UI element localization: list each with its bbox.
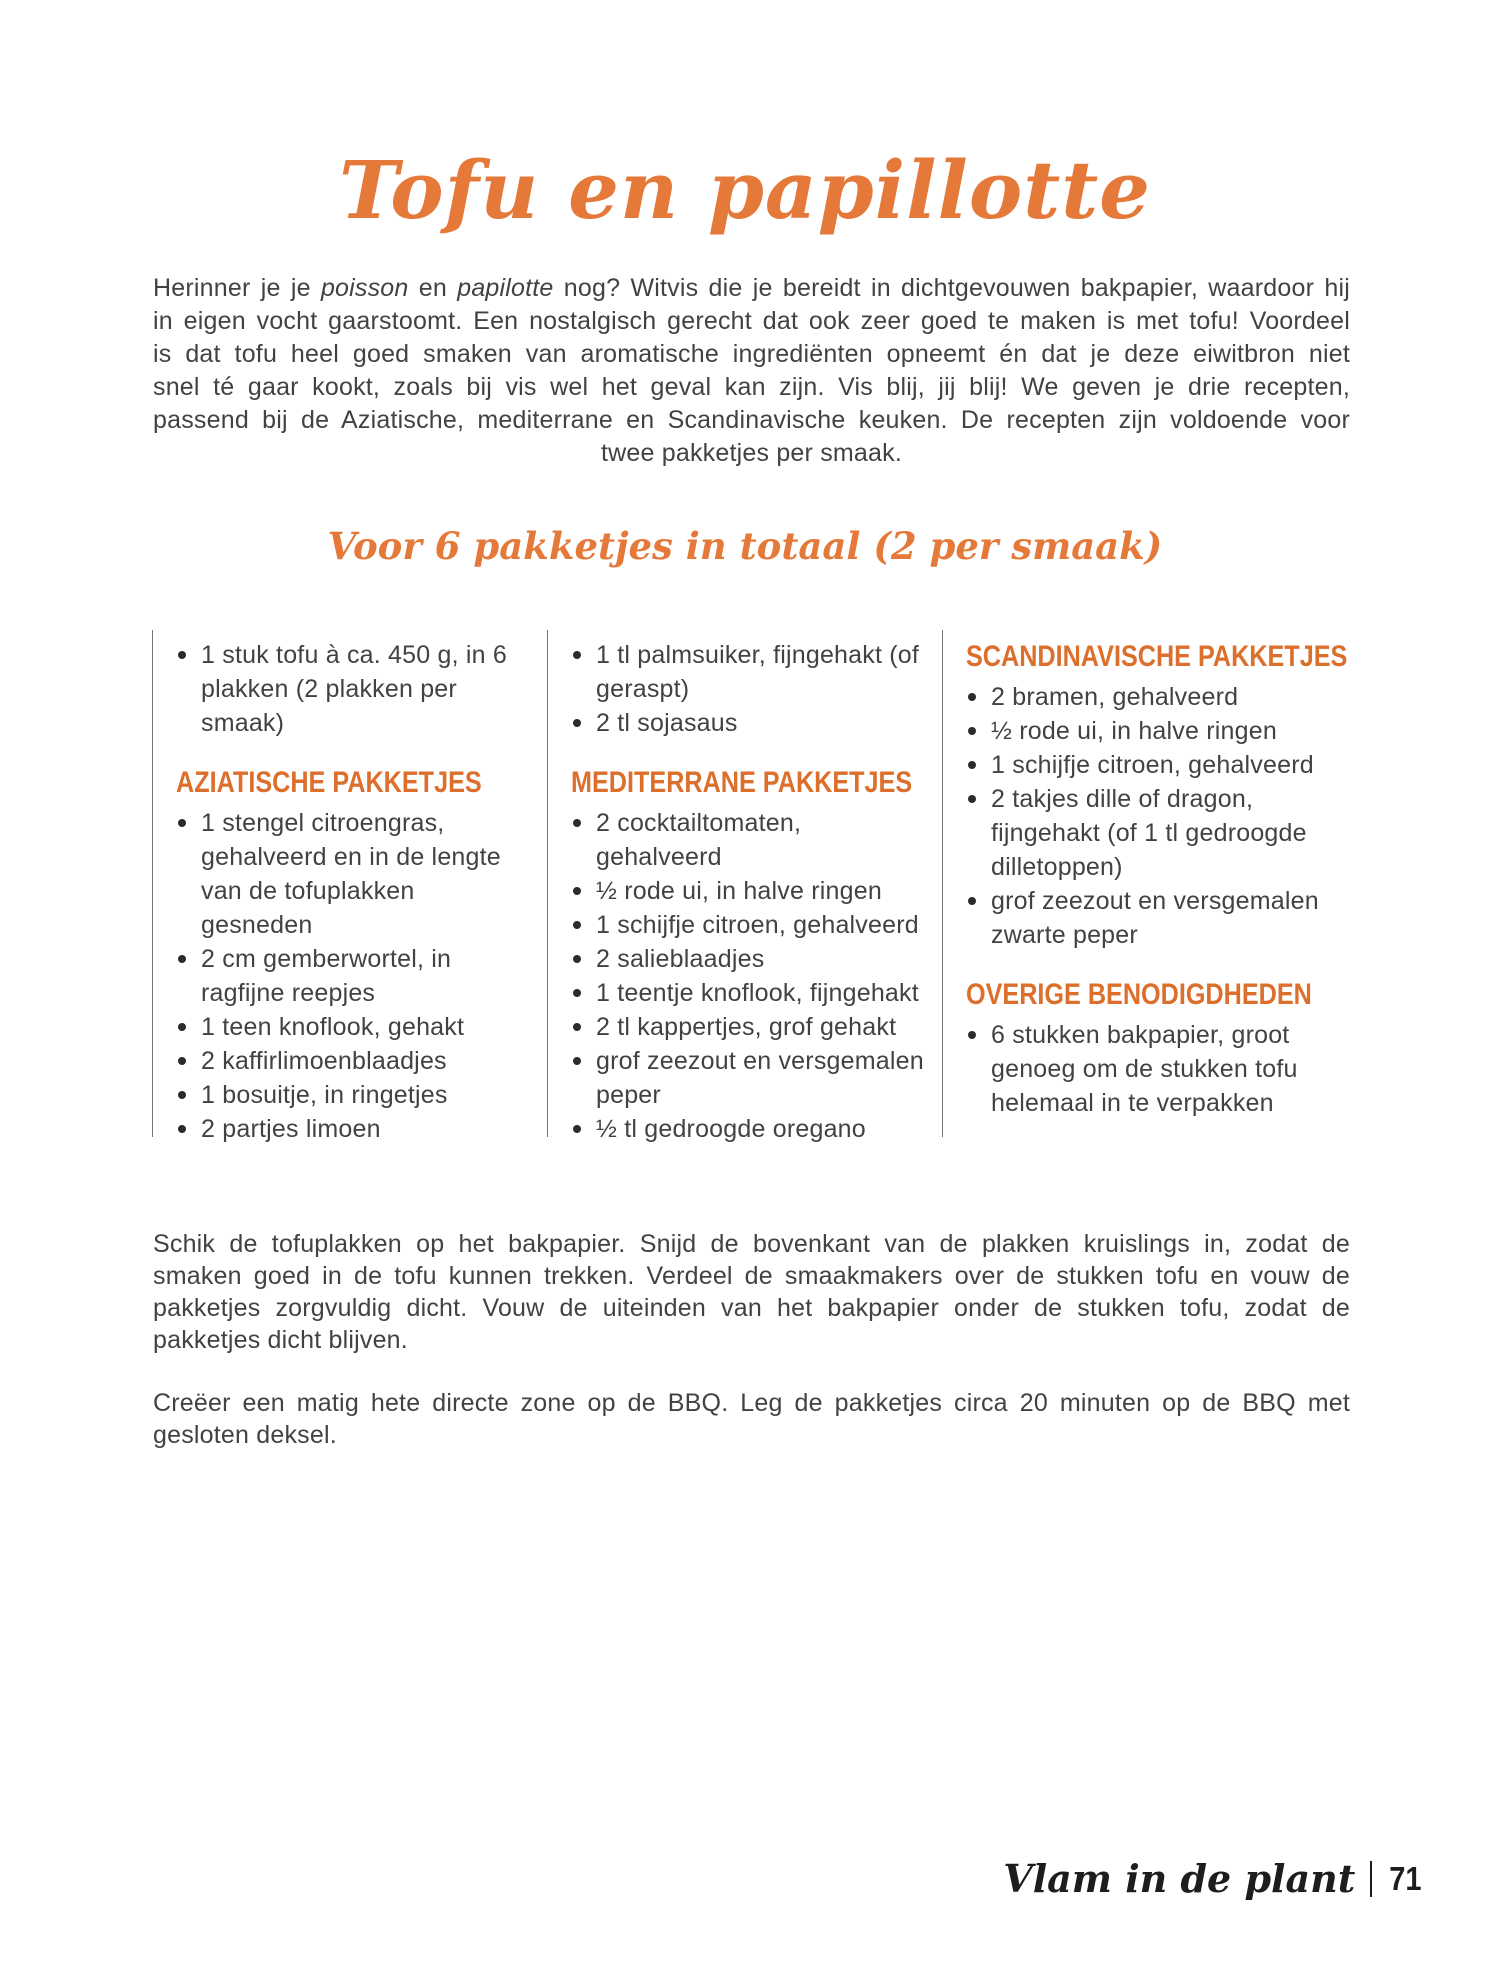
ingredient-item: 2 bramen, gehalveerd xyxy=(966,680,1336,714)
ingredient-item: 2 cm gemberwortel, in ragfijne reepjes xyxy=(176,942,531,1010)
ingredient-item: 2 cocktailtomaten, gehalveerd xyxy=(571,806,926,874)
text-segment: twee pakketjes per smaak. xyxy=(601,439,902,467)
text-segment: en xyxy=(408,274,458,302)
text-line xyxy=(153,1228,1350,1260)
ingredient-list xyxy=(966,1018,1336,1120)
yield-subtitle: Voor 6 pakketjes in totaal (2 per smaak) xyxy=(327,524,1163,568)
instruction-paragraph-2 xyxy=(153,1387,1350,1451)
ingredient-item: ½ rode ui, in halve ringen xyxy=(966,714,1336,748)
section-header: SCANDINAVISCHE PAKKETJES xyxy=(966,640,1348,673)
ingredient-item: 1 schijfje citroen, gehalveerd xyxy=(571,908,926,942)
ingredient-item: ½ rode ui, in halve ringen xyxy=(571,874,926,908)
ingredient-column-1 xyxy=(152,630,547,1143)
text-line xyxy=(153,1260,1350,1292)
ingredient-item: 1 tl palmsuiker, fijngehakt (of geraspt) xyxy=(571,638,926,706)
text-line xyxy=(153,404,1350,437)
section-header: OVERIGE BENODIGDHEDEN xyxy=(966,978,1312,1011)
ingredient-item: 1 stengel citroengras, gehalveerd en in de lengte van de tofuplakken gesneden xyxy=(176,806,531,942)
text-segment: Schik de tofuplakken op het bakpapier. Snijd de bovenkant van de plakken kruislings in, zodat de xyxy=(153,1230,1350,1258)
ingredient-item: 1 bosuitje, in ringetjes xyxy=(176,1078,531,1112)
text-line xyxy=(153,305,1350,338)
text-segment: is dat tofu heel goed smaken van aromatische ingrediënten opneemt én dat je deze eiwitbron niet xyxy=(153,340,1350,368)
ingredient-columns xyxy=(152,630,1352,1143)
text-segment: nog? Witvis die je bereidt in dichtgevouwen bakpapier, waardoor hij xyxy=(553,274,1350,302)
text-line xyxy=(153,1324,1350,1356)
ingredient-item: 1 stuk tofu à ca. 450 g, in 6 plakken (2 plakken per smaak) xyxy=(176,638,531,740)
ingredient-item: 1 teen knoflook, gehakt xyxy=(176,1010,531,1044)
ingredient-list xyxy=(966,680,1336,952)
ingredient-item: 1 teentje knoflook, fijngehakt xyxy=(571,976,926,1010)
ingredient-item: 2 kaffirlimoenblaadjes xyxy=(176,1044,531,1078)
text-segment: gesloten deksel. xyxy=(153,1421,337,1449)
page-footer xyxy=(1003,1856,1424,1901)
ingredient-column-3 xyxy=(942,630,1352,1137)
italic-text: poisson xyxy=(320,274,409,302)
ingredient-item: 2 salieblaadjes xyxy=(571,942,926,976)
ingredient-item: 2 partjes limoen xyxy=(176,1112,531,1146)
page-number: 71 xyxy=(1389,1859,1422,1897)
section-header: AZIATISCHE PAKKETJES xyxy=(176,766,482,799)
text-line xyxy=(153,1292,1350,1324)
text-line xyxy=(153,338,1350,371)
ingredient-list xyxy=(571,638,926,740)
text-segment: passend bij de Aziatische, mediterrane en Scandinavische keuken. De recepten zijn voldoende voor xyxy=(153,406,1350,434)
ingredient-list xyxy=(176,638,531,740)
text-line xyxy=(153,272,1350,305)
ingredient-item: grof zeezout en versgemalen zwarte peper xyxy=(966,884,1336,952)
ingredient-item: 2 takjes dille of dragon, fijngehakt (of 1 tl gedroogde dilletoppen) xyxy=(966,782,1336,884)
text-segment: Herinner je je xyxy=(153,274,321,302)
ingredient-list xyxy=(176,806,531,1146)
text-line xyxy=(153,1419,1350,1451)
intro-paragraph xyxy=(153,272,1350,470)
ingredient-column-2 xyxy=(547,630,942,1143)
ingredient-item: 2 tl sojasaus xyxy=(571,706,926,740)
ingredient-item: 2 tl kappertjes, grof gehakt xyxy=(571,1010,926,1044)
text-line xyxy=(153,437,1350,470)
book-title: Vlam in de plant xyxy=(1003,1856,1356,1901)
ingredient-item: grof zeezout en versgemalen peper xyxy=(571,1044,926,1112)
ingredient-item: 6 stukken bakpapier, groot genoeg om de stukken tofu helemaal in te verpakken xyxy=(966,1018,1336,1120)
instruction-paragraph-1 xyxy=(153,1228,1350,1356)
page-title: Tofu en papillotte xyxy=(338,143,1152,237)
italic-text: papilotte xyxy=(457,274,554,302)
text-segment: pakketjes zorgvuldig dicht. Vouw de uiteinden van het bakpapier onder de stukken tofu, zodat de xyxy=(153,1294,1350,1322)
text-segment: snel té gaar kookt, zoals bij vis wel het geval kan zijn. Vis blij, jij blij! We geven je drie recepten, xyxy=(153,373,1350,401)
ingredient-item: 1 schijfje citroen, gehalveerd xyxy=(966,748,1336,782)
text-segment: in eigen vocht gaarstoomt. Een nostalgisch gerecht dat ook zeer goed te maken is met tofu! Voordeel xyxy=(153,307,1350,335)
ingredient-item: ½ tl gedroogde oregano xyxy=(571,1112,926,1146)
footer-separator xyxy=(1370,1861,1372,1897)
ingredient-list xyxy=(571,806,926,1146)
text-segment: Creëer een matig hete directe zone op de BBQ. Leg de pakketjes circa 20 minuten op de BBQ met xyxy=(153,1389,1350,1417)
text-line xyxy=(153,371,1350,404)
text-segment: smaken goed in de tofu kunnen trekken. Verdeel de smaakmakers over de stukken tofu en vouw de xyxy=(153,1262,1350,1290)
text-segment: pakketjes dicht blijven. xyxy=(153,1326,408,1354)
section-header: MEDITERRANE PAKKETJES xyxy=(571,766,913,799)
text-line xyxy=(153,1387,1350,1419)
